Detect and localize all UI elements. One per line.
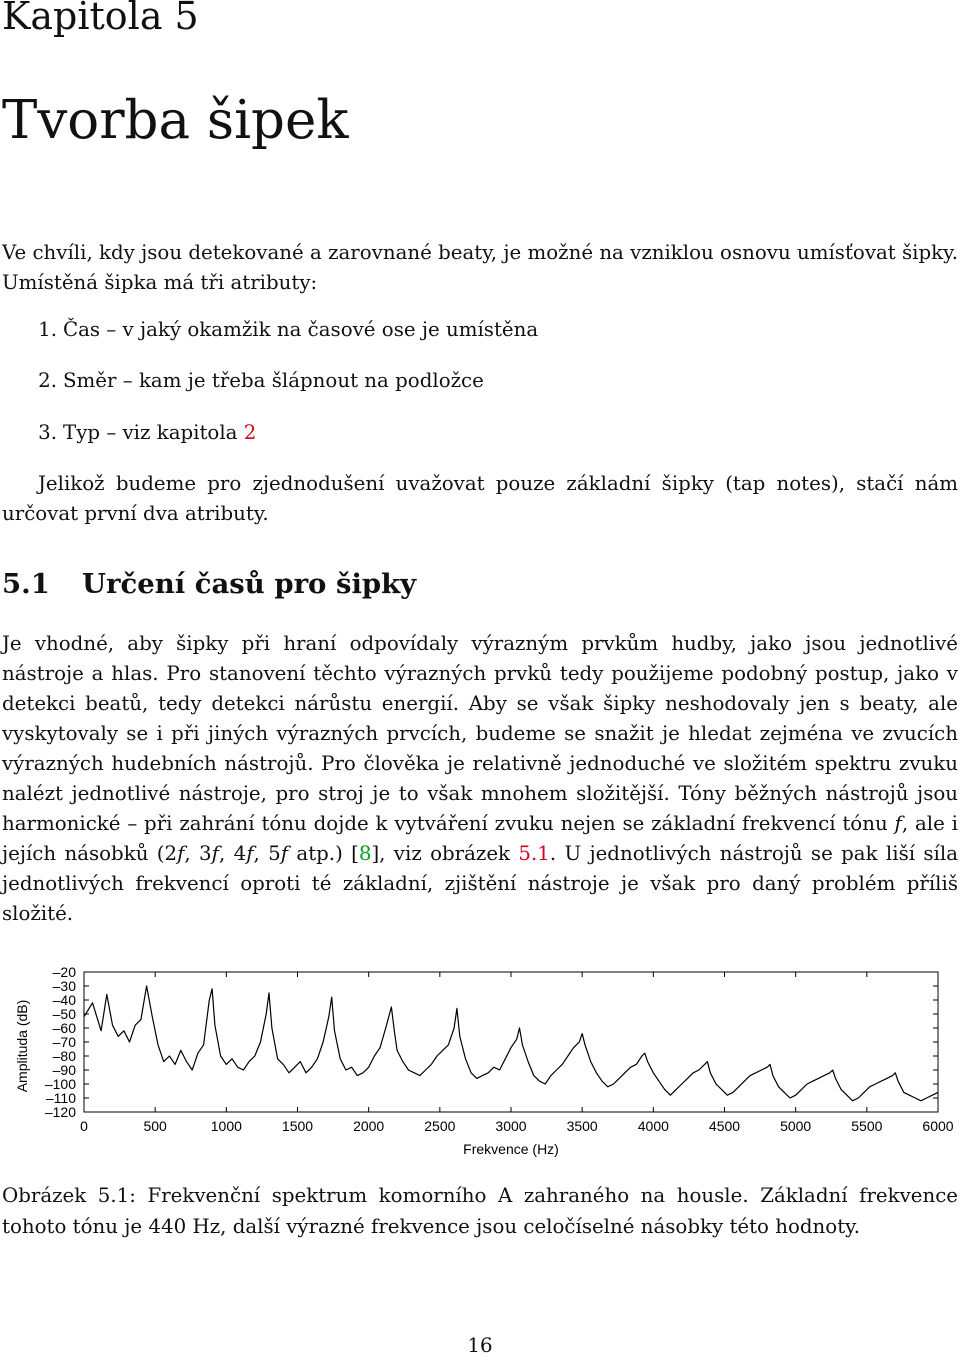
x-tick-label: 0 — [80, 1118, 88, 1134]
y-tick-label: –100 — [44, 1076, 76, 1092]
body-paragraph — [2, 629, 958, 929]
body-text: , 5 — [253, 842, 281, 865]
x-tick-label: 2000 — [353, 1118, 385, 1134]
x-axis-label: Frekvence (Hz) — [463, 1141, 559, 1157]
x-tick-label: 2500 — [424, 1118, 456, 1134]
section-heading — [2, 568, 416, 600]
figure-ref-link[interactable]: 5.1 — [518, 842, 550, 865]
list-number: 3. — [38, 421, 57, 444]
list-item — [2, 421, 256, 444]
caption-text: Frekvenční spektrum komorního A zahraného na housle. Základní frekvence tohoto tónu je 440 Hz, další výrazné frekvence jsou celočíselné násobky této hodnoty. — [2, 1184, 959, 1238]
chapter-label: Kapitola 5 — [2, 0, 199, 38]
x-tick-label: 3500 — [566, 1118, 598, 1134]
spectrum-chart — [0, 955, 960, 1170]
y-tick-label: –90 — [52, 1062, 76, 1078]
body-text: Je vhodné, aby šipky při hraní odpovídaly výrazným prvkům hudby, jako jsou jednotlivé nástroje a hlas. Pro stanovení těchto výrazných prvků tedy použijeme podobný postup, jako v detekci beatů, tedy detekci nárůstu energií. Aby se však šipky neshodovaly jen s beaty, ale vyskytovaly se i při jiných výrazných prvcích, budeme se snažit je hledat zejména ve zvucích výrazných hudebních nástrojů. Pro člověka je relativně jednoduché ve složitém spektru zvuku nalézt jednotlivé nástroje, pro stroj je to však mnohem složitější. Tóny běžných nástrojů jsou harmonické – při zahrání tónu dojde k vytváření zvuku nejen se základní frekvencí tónu — [2, 632, 958, 835]
y-tick-label: –60 — [52, 1020, 76, 1036]
x-tick-label: 5500 — [851, 1118, 883, 1134]
series-line-spectrum — [84, 986, 938, 1101]
body-text: ], viz obrázek — [371, 842, 519, 865]
y-axis-label: Amplituda (dB) — [14, 999, 30, 1093]
intro-paragraph: Ve chvíli, kdy jsou detekované a zarovnané beaty, je možné na vzniklou osnovu umísťovat šipky. Umístěná šipka má tři atributy: — [2, 241, 958, 294]
after-list-paragraph: Jelikož budeme pro zjednodušení uvažovat pouze základní šipky (tap notes), stačí nám určovat první dva atributy. — [2, 472, 958, 525]
math-f: f — [211, 842, 219, 865]
y-tick-label: –30 — [52, 978, 76, 994]
body-text: . U jednotlivých nástrojů se pak liší síla jednotlivých frekvencí oproti té základní, zjištění nástroje je však pro daný problém příliš složité. — [2, 842, 958, 925]
y-tick-label: –120 — [44, 1104, 76, 1120]
list-number: 1. — [38, 318, 57, 341]
y-tick-label: –110 — [45, 1090, 76, 1106]
body-text: atp.) [ — [288, 842, 359, 865]
math-f: f — [177, 842, 185, 865]
math-f: f — [246, 842, 254, 865]
x-tick-label: 4500 — [708, 1118, 741, 1134]
page-number: 16 — [467, 1334, 493, 1357]
list-text: Směr – kam je třeba šlápnout na podložce — [63, 369, 484, 392]
figure-caption — [2, 1180, 958, 1242]
math-f: f — [894, 812, 902, 835]
x-tick-label: 3000 — [495, 1118, 527, 1134]
y-tick-label: –80 — [52, 1048, 76, 1064]
body-text: , 3 — [184, 842, 212, 865]
y-tick-label: –70 — [52, 1034, 76, 1050]
list-item — [2, 318, 538, 341]
body-text: , ale i jejích násobků (2 — [2, 812, 958, 865]
list-item — [2, 369, 484, 392]
citation-link[interactable]: 8 — [358, 842, 372, 865]
y-tick-label: –50 — [52, 1006, 76, 1022]
section-number: 5.1 — [2, 568, 50, 600]
body-text: , 4 — [218, 842, 247, 865]
y-tick-label: –20 — [52, 964, 76, 980]
y-tick-label: –40 — [52, 992, 76, 1008]
chapter-ref-link[interactable]: 2 — [243, 421, 257, 444]
list-text: Čas – v jaký okamžik na časové ose je umístěna — [63, 318, 539, 341]
x-tick-label: 5000 — [780, 1118, 812, 1134]
list-text: Typ – viz kapitola — [63, 421, 244, 444]
x-tick-label: 4000 — [637, 1118, 669, 1134]
x-tick-label: 1000 — [210, 1118, 242, 1134]
x-tick-label: 500 — [143, 1118, 167, 1134]
x-tick-label: 6000 — [922, 1118, 954, 1134]
section-title: Určení časů pro šipky — [82, 568, 417, 600]
chapter-title: Tvorba šipek — [2, 90, 349, 151]
caption-label: Obrázek 5.1: — [2, 1184, 136, 1207]
list-number: 2. — [38, 369, 57, 392]
math-f: f — [280, 842, 289, 865]
x-tick-label: 1500 — [281, 1118, 314, 1134]
